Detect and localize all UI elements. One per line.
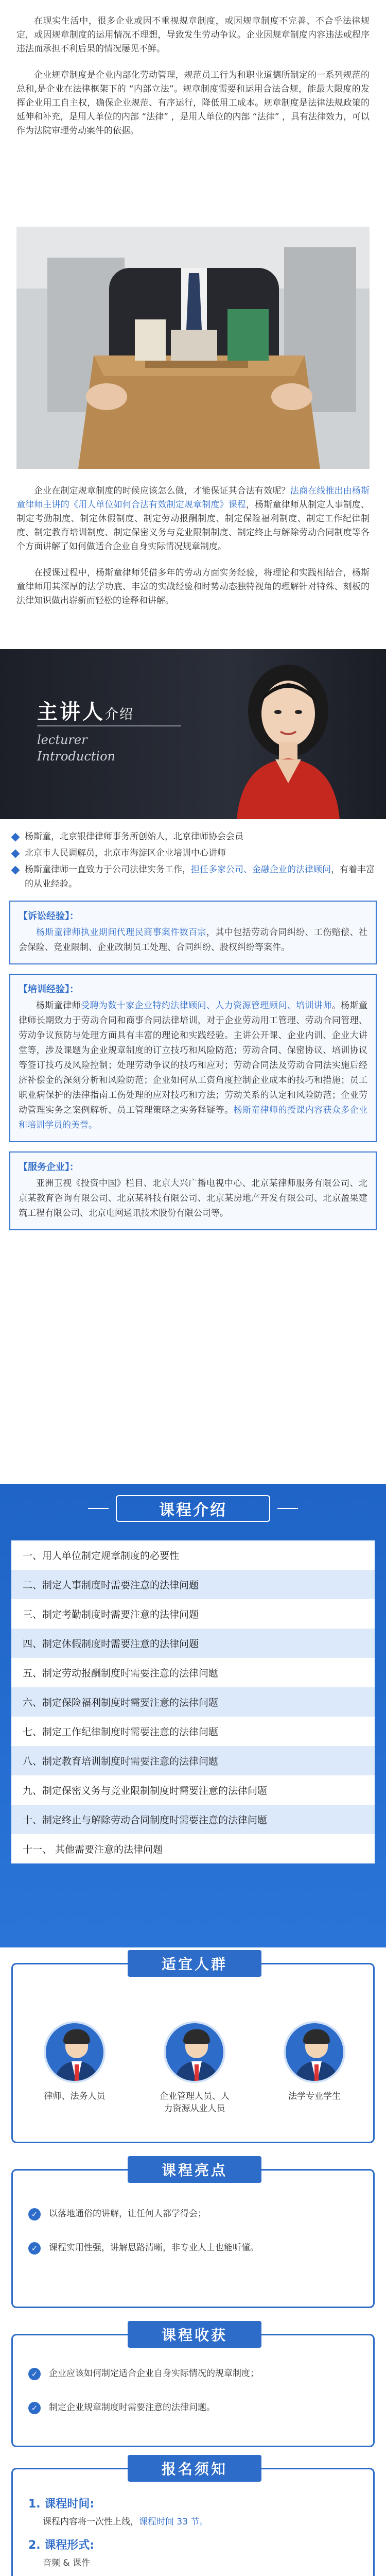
training-highlight-2: 杨斯童律师的授课内容获众多企业和培训学员的美誉。 — [19, 1105, 368, 1130]
register-section — [11, 2461, 375, 2576]
service-clients-box — [9, 1151, 377, 1230]
audience-item — [263, 2021, 366, 2103]
manager-avatar-icon — [164, 2021, 225, 2083]
check-icon: ✓ — [28, 2402, 41, 2414]
intro-paragraph-3 — [16, 484, 370, 554]
check-icon: ✓ — [28, 2368, 41, 2380]
intro-section — [16, 14, 370, 150]
course-item-label: 四、制定休假制度时需要注意的法律问题 — [23, 1638, 199, 1650]
banner-title-small: 介绍 — [105, 707, 134, 722]
bio-bullet-text: 杨斯童律师一直致力于公司法律实务工作， — [25, 865, 191, 875]
course-item — [11, 1834, 375, 1863]
course-item-label: 九、制定保密义务与竞业限制制度时需要注意的法律问题 — [23, 1785, 268, 1797]
intro-paragraph-4: 在授课过程中，杨斯童律师凭借多年的劳动方面实务经验，将理论和实践相结合，杨斯童律师用其深厚的法学功底、丰富的实战经验和时势动态独特视角的理解针对特殊、刻板的法律知识做出崭新而轻松的诠释和讲解。 — [16, 568, 370, 606]
register-item-title: 2. 课程形式: — [28, 2539, 95, 2552]
banner-divider — [37, 725, 181, 726]
course-section — [0, 1484, 386, 1947]
speaker-banner-title — [37, 696, 134, 725]
service-clients-text: 亚洲卫视《投资中国》栏目、北京大兴广播电视中心、北京某律师服务有限公司、北京某教育咨询有限公司、北京某科技有限公司、北京某房地产开发有限公司、北京盈果建筑工程有限公司、北京电网通讯技术股份有限公司等。 — [19, 1178, 367, 1218]
course-item — [11, 1746, 375, 1775]
highlight-text: 课程实用性强，讲解思路清晰，非专业人士也能听懂。 — [49, 2243, 259, 2253]
highlight-text: 以落地通俗的讲解，让任何人都学得会； — [49, 2209, 206, 2219]
course-item — [11, 1687, 375, 1717]
office-box-illustration — [16, 227, 370, 469]
audience-section — [11, 1956, 375, 2143]
register-item-text — [28, 2514, 358, 2527]
gain-item — [28, 2400, 358, 2415]
banner-en-line-1: lecturer — [37, 733, 87, 747]
course-section-title: 课程介绍 — [116, 1495, 270, 1522]
lawsuit-rest: ，其中包括劳动合同纠纷、工伤赔偿、社会保险、竞业限制、企业改制员工处理、合同纠纷、股权纠纷等案件。 — [19, 927, 368, 953]
gains-list — [28, 2366, 358, 2415]
intro-paragraph-2: 企业规章制度是企业内部化劳动管理，规范员工行为和职业道德所制定的一系列规范的总和,是企业在法律框架下的 “内部立法”。规章制度需要和运用合法合规，能最大限度的发挥企业用工自主权，确保企业规范、有序运行，降低用工成本。规章制度是法律法规政策的延伸和补充，是用人单位的内部 “法律” ，是用人单位的内部 “法律” ，具有法律效力，可以作为法院审理劳动案件的依据。 — [16, 70, 370, 136]
course-item — [11, 1570, 375, 1599]
training-experience-box — [9, 974, 377, 1142]
audience-label: 企业管理人员、人 — [160, 2091, 230, 2102]
course-item-label: 七、制定工作纪律制度时需要注意的法律问题 — [23, 1726, 219, 1738]
lawyer-avatar-icon — [44, 2021, 106, 2083]
course-item-label: 六、制定保险福利制度时需要注意的法律问题 — [23, 1697, 219, 1708]
gain-text: 制定企业规章制度时需要注意的法律问题。 — [49, 2402, 215, 2413]
office-box-photo — [16, 227, 370, 469]
course-item — [11, 1540, 375, 1570]
course-item-label: 十、制定终止与解除劳动合同制度时需要注意的法律问题 — [23, 1815, 268, 1826]
intro-paragraph-1: 在现实生活中，很多企业或因不重视规章制度，或因规章制度不完善、不合乎法律规定，或因规章制度的运用情况不理想，导致发生劳动争议。企业因规章制度内容违法或程序违法而承担不利后果的情况屡见不鲜。 — [16, 16, 370, 54]
register-list — [28, 2495, 358, 2576]
lawsuit-highlight: 杨斯童律师执业期间代理民商事案件数百宗 — [36, 927, 206, 938]
highlights-section — [11, 2162, 375, 2308]
register-time-highlight: 课程时间 33 节。 — [139, 2517, 208, 2527]
training-mid: 。杨斯童律师长期致力于劳动合同和商事合同法律培训，对于企业劳动用工管理、劳动合同管理、劳动争议预防与处理方面具有丰富的理论和实践经验。主讲公开课、企业内训、企业大讲堂等，涉及课题为企业规章制度的订立技巧和风险防范；劳动合同、保密协议、培训协议等签订技巧及风险控制；处理劳动争议的技巧和应对；劳动合同法及劳动合同法实施后经济补偿金的深刻分析和风险防范；企业如何从工资角度控制企业成本的技巧和措施；员工职业病保护的法律指南工伤处理的应对技巧和方法；劳动关系的认定和风险防范；企业劳动管理实务之案例解析、员工管理策略之实务释疑等。 — [19, 1001, 368, 1115]
check-icon: ✓ — [28, 2242, 41, 2255]
course-list — [11, 1540, 375, 1863]
gain-item — [28, 2366, 358, 2381]
intro-section-2 — [16, 484, 370, 620]
course-item — [11, 1629, 375, 1658]
training-before: 杨斯童律师 — [36, 1001, 81, 1011]
speaker-bio — [9, 829, 377, 1230]
bio-bullet — [9, 846, 377, 860]
course-item — [11, 1717, 375, 1746]
lawsuit-experience-box — [9, 901, 377, 964]
highlights-title: 课程亮点 — [128, 2156, 261, 2183]
gain-text: 企业应该如何制定适合企业自身实际情况的规章制度； — [49, 2368, 259, 2379]
register-item-text: 音频 & 课件 — [43, 2558, 91, 2568]
course-item — [11, 1775, 375, 1805]
course-item — [11, 1599, 375, 1629]
course-highlight-text: 法商在线推出由杨斯童律师主讲的《用人单位如何合法有效制定规章制度》课程 — [16, 486, 370, 510]
course-item — [11, 1658, 375, 1687]
audience-item — [23, 2021, 126, 2103]
audience-label-line-2: 力资源从业人员 — [164, 2104, 225, 2114]
highlight-item — [28, 2207, 358, 2221]
bio-bullet — [9, 829, 377, 844]
register-title: 报名须知 — [128, 2455, 261, 2482]
course-item — [11, 1805, 375, 1834]
banner-title-main: 主讲人 — [37, 700, 105, 724]
intro-p3-text: 企业在制定规章制度的时候应该怎么做，才能保证其合法有效呢？ — [34, 486, 290, 496]
course-item-label: 一、用人单位制定规章制度的必要性 — [23, 1550, 180, 1562]
course-item-label: 十一、 其他需要注意的法律问题 — [23, 1844, 163, 1855]
course-item-label: 二、制定人事制度时需要注意的法律问题 — [23, 1580, 199, 1591]
banner-en-line-2: Introduction — [37, 749, 115, 764]
lawsuit-experience-title: 【诉讼经验】： — [19, 911, 79, 922]
highlights-list — [28, 2207, 358, 2255]
register-item-title: 1. 课程时间: — [28, 2498, 95, 2511]
training-experience-text — [19, 998, 367, 1133]
lawsuit-experience-text — [19, 925, 367, 955]
intro-p3-rest: ，杨斯童律师从制定人事制度、制定考勤制度、制定休假制度、制定劳动报酬制度、制定保险福利制度、制定工作纪律制度、制定教育培训制度、制定保密义务与竞业限制制度、制定终止与解除劳动合同制度等各个方面讲解了如何做适合企业自身实际情况规章制度。 — [16, 500, 370, 552]
audience-label: 律师、法务人员 — [44, 2091, 106, 2102]
gains-title: 课程收获 — [128, 2321, 261, 2348]
bio-bullet — [9, 862, 377, 891]
highlight-item — [28, 2241, 358, 2255]
training-highlight-1: 受聘为数十家企业特约法律顾问、人力资源管理顾问、培训讲师 — [81, 1001, 332, 1011]
speaker-banner — [0, 649, 386, 819]
bio-bullet-text: 杨斯童，北京银律律师事务所创始人，北京律师协会会员 — [25, 832, 243, 842]
student-avatar-icon — [284, 2021, 345, 2083]
bio-bullet-text: 北京市人民调解员，北京市海淀区企业培训中心讲师 — [25, 848, 226, 858]
bio-bullet-highlight: 担任多家公司、金融企业的法律顾问 — [191, 865, 331, 875]
course-item-label: 三、制定考勤制度时需要注意的法律问题 — [23, 1609, 199, 1620]
audience-title: 适宜人群 — [128, 1950, 261, 1977]
course-item-label: 八、制定教育培训制度时需要注意的法律问题 — [23, 1756, 219, 1767]
audience-label: 法学专业学生 — [288, 2091, 341, 2102]
speaker-banner-subtitle — [37, 732, 115, 765]
service-clients-title: 【服务企业】： — [19, 1162, 79, 1173]
training-experience-title: 【培训经验】： — [19, 984, 79, 995]
course-item-label: 五、制定劳动报酬制度时需要注意的法律问题 — [23, 1668, 219, 1679]
audience-item — [143, 2021, 246, 2115]
bio-bullet-rest: ，有着丰富的从业经验。 — [25, 865, 375, 889]
register-time-text: 课程内容将一次性上线， — [43, 2517, 139, 2527]
check-icon: ✓ — [28, 2208, 41, 2221]
gains-section — [11, 2327, 375, 2447]
speaker-portrait — [221, 649, 355, 819]
